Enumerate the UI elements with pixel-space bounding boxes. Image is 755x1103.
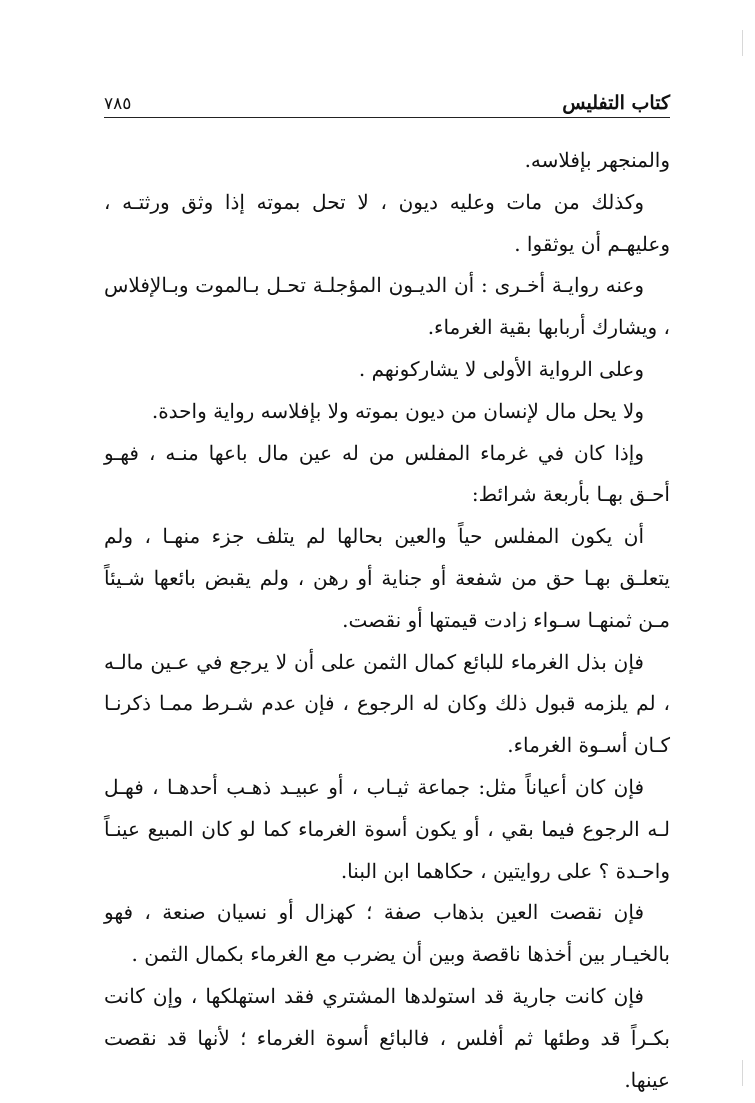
paragraph: والمنجهر بإفلاسه. xyxy=(524,148,670,172)
header-rule xyxy=(104,117,670,118)
running-title: كتاب التفليس xyxy=(562,92,670,114)
paragraph: فإن كانت جارية قد استولدها المشتري فقد استهلكها ، وإن كانت بكـراً قد وطئها ثم أفلس ، فالبائع أسوة الغرماء ؛ لأنها قد نقصت عينها. xyxy=(104,983,670,1092)
paragraph: وعنه روايـة أخـرى : أن الديـون المؤجلـة تحـل بـالموت وبـالإفلاس ، ويشارك أربابها بقية الغرماء. xyxy=(104,273,670,340)
paragraph: وعلى الرواية الأولى لا يشاركونهم . xyxy=(358,356,644,381)
scan-margin-mark xyxy=(742,30,743,56)
paragraph: فإن كان أعياناً مثل: جماعة ثيـاب ، أو عبيـد ذهـب أحدهـا ، فهـل لـه الرجوع فيما بقي ، أو يكون أسوة الغرماء كما لو كان المبيع عينـاً واحـدة ؟ على روايتين ، حكاهما ابن البنا. xyxy=(104,774,670,883)
paragraph: فإن نقصت العين بذهاب صفة ؛ كهزال أو نسيان صنعة ، فهو بالخيـار بين أخذها ناقصة وبين أن يضرب مع الغرماء بكمال الثمن . xyxy=(104,900,670,967)
paragraph: وكذلك من مات وعليه ديون ، لا تحل بموته إذا وثق ورثتـه ، وعليهـم أن يوثقوا . xyxy=(104,189,670,256)
page-number: ٧٨٥ xyxy=(104,94,132,114)
page-header xyxy=(104,84,670,114)
paragraph: وإذا كان في غرماء المفلس من له عين مال باعها منـه ، فهـو أحـق بهـا بأربعة شرائط: xyxy=(104,440,670,507)
paragraph: ولا يحل مال لإنسان من ديون بموته ولا بإفلاسه رواية واحدة. xyxy=(151,398,644,423)
paragraph: فإن بذل الغرماء للبائع كمال الثمن على أن لا يرجع في عـين مالـه ، لم يلزمه قبول ذلك وكان له الرجوع ، فإن عدم شـرط ممـا ذكرنـا كـان أسـوة الغرماء. xyxy=(104,649,670,758)
body-text xyxy=(104,140,670,1101)
scan-margin-mark xyxy=(742,1060,743,1086)
paragraph: أن يكون المفلس حياً والعين بحالها لم يتلف جزء منهـا ، ولم يتعلـق بهـا حق من شفعة أو جناية أو رهن ، ولم يقبض بائعها شـيئاً مـن ثمنهـا سـواء زادت قيمتها أو نقصت. xyxy=(104,524,670,632)
